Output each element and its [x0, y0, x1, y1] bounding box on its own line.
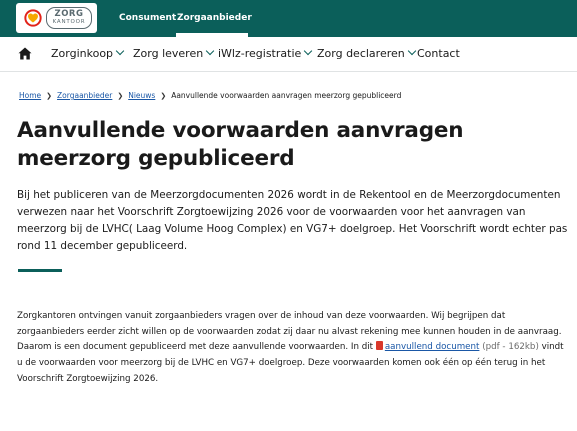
chevron-down-icon [116, 47, 124, 55]
breadcrumb-home[interactable]: Home [19, 91, 42, 100]
breadcrumb-current: Aanvullende voorwaarden aanvragen meerzorg gepubliceerd [171, 91, 402, 100]
document-link-meta: (pdf - 162kb) [482, 342, 539, 353]
body-text-after-link: vindt u de voorwaarden voor meerzorg bij de LVHC en VG7+ doelgroep. Deze voorwaarden komen ook één op één terug in het Voorschrift Zorgtoewijzing 2026. [17, 342, 564, 384]
chevron-down-icon [206, 47, 214, 55]
breadcrumb-separator-icon: ❯ [46, 92, 53, 100]
logo[interactable] [16, 3, 97, 33]
chevron-down-icon [304, 47, 312, 55]
nav-label: Zorginkoop [51, 47, 114, 60]
tab-zorgaanbieder[interactable]: Zorgaanbieder [177, 13, 252, 23]
article-body [17, 309, 565, 388]
top-bar [0, 0, 577, 37]
nav-item-zorginkoop[interactable] [51, 47, 123, 61]
section-divider [18, 269, 62, 272]
breadcrumb-separator-icon: ❯ [117, 92, 124, 100]
nav-label: Zorg leveren [133, 47, 204, 60]
logo-line1: ZORG [54, 9, 84, 19]
nav-label: iWlz-registratie [218, 47, 302, 60]
nav-label: Contact [417, 47, 460, 60]
nav-item-zorg-declareren[interactable] [317, 47, 415, 61]
page-title: Aanvullende voorwaarden aanvragen meerzorg gepubliceerd [17, 118, 464, 171]
breadcrumb-nieuws[interactable]: Nieuws [128, 91, 156, 100]
breadcrumb-separator-icon: ❯ [160, 92, 167, 100]
nav-item-zorg-leveren[interactable] [133, 47, 213, 61]
document-link[interactable]: aanvullend document [384, 342, 480, 353]
chevron-down-icon [408, 47, 416, 55]
article-intro: Bij het publiceren van de Meerzorgdocumenten 2026 wordt in de Rekentool en de Meerzorgdocumenten verwezen naar het Voorschrift Zorgtoewijzing 2026 voor de voorwaarden voor het aanvragen van meerzorg bij de LVHC( Laag Volume Hoog Complex) en VG7+ doelgroep. Het Voorschrift wordt echter pas rond 11 december gepubliceerd. [17, 189, 568, 252]
nav-label: Zorg declareren [317, 47, 405, 60]
heart-logo-icon [24, 9, 42, 27]
breadcrumb [19, 90, 401, 102]
body-text-before-link: Zorgkantoren ontvingen vanuit zorgaanbieders vragen over de inhoud van deze voorwaarden. Wij begrijpen dat zorgaanbieders eerder zicht willen op de voorwaarden zodat zij daar nu alvast rekening mee kunnen houden in de aanvraag. Daarom is een document gepubliceerd met deze aanvullende voorwaarden. In dit [17, 311, 562, 353]
nav-item-iwlz-registratie[interactable] [218, 47, 311, 61]
logo-line2: KANTOOR [52, 19, 86, 25]
pdf-file-icon [376, 341, 383, 350]
breadcrumb-zorgaanbieder[interactable]: Zorgaanbieder [57, 91, 113, 100]
home-icon[interactable] [18, 47, 32, 60]
tab-consument[interactable]: Consument [119, 13, 177, 23]
logo-wordmark [46, 7, 92, 29]
nav-item-contact[interactable] [417, 47, 460, 61]
main-nav [0, 37, 577, 72]
